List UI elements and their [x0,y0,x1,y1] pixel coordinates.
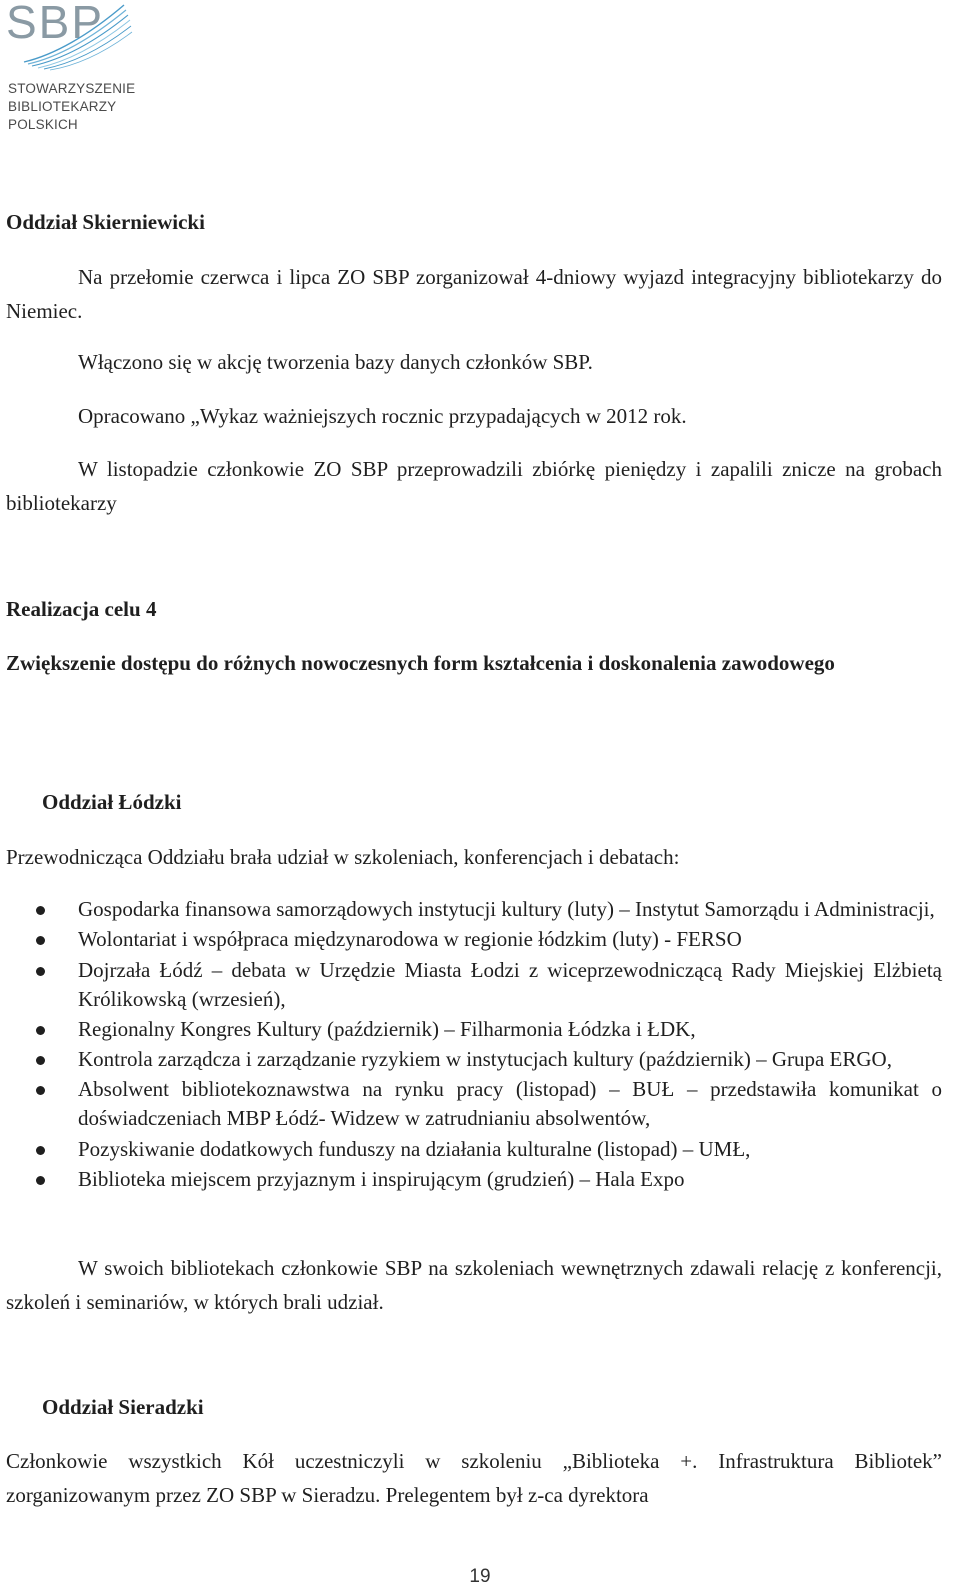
bullet-icon [36,1086,45,1095]
heading-oddzial-sieradzki: Oddział Sieradzki [42,1395,204,1419]
list-item: Wolontariat i współpraca międzynarodowa w regionie łódzkim (luty) - FERSO [6,925,942,954]
page-number: 19 [469,1566,491,1587]
bullet-icon [36,906,45,915]
logo-line-2: BIBLIOTEKARZY [8,99,117,114]
list-item: Regionalny Kongres Kultury (październik) – Filharmonia Łódzka i ŁDK, [6,1015,942,1044]
paragraph-szkolenie-biblioteka: Członkowie wszystkich Kół uczestniczyli w szkoleniu „Biblioteka +. Infrastruktura Bibliotek” zorganizowanym przez ZO SBP w Sieradzu. Prelegentem był z-ca dyrektora [6,1449,942,1507]
list-item: Kontrola zarządcza i zarządzanie ryzykiem w instytucjach kultury (październik) – Grupa ERGO, [6,1045,942,1074]
bullet-icon [36,936,45,945]
paragraph-relacje: W swoich bibliotekach członkowie SBP na szkoleniach wewnętrznych zdawali relację z konferencji, szkoleń i seminariów, w których brali udział. [6,1256,942,1314]
bullet-icon [36,1026,45,1035]
paragraph-przewodniczaca: Przewodnicząca Oddziału brała udział w szkoleniach, konferencjach i debatach: [6,845,680,869]
subheading-zwiekszenie-dostepu: Zwiększenie dostępu do różnych nowoczesnych form kształcenia i doskonalenia zawodowego [6,651,835,675]
paragraph-wykaz-rocznic: Opracowano „Wykaz ważniejszych rocznic przypadających w 2012 rok. [78,404,687,428]
list-item: Gospodarka finansowa samorządowych instytucji kultury (luty) – Instytut Samorządu i Administracji, [6,895,942,924]
paragraph-baza-danych: Włączono się w akcję tworzenia bazy danych członków SBP. [78,350,593,374]
bullet-icon [36,1176,45,1185]
sbp-logo-graphic [4,0,134,80]
paragraph-wyjazd: Na przełomie czerwca i lipca ZO SBP zorganizował 4-dniowy wyjazd integracyjny bibliotekarzy do Niemiec. [6,265,942,323]
bullet-icon [36,1056,45,1065]
list-item: Absolwent bibliotekoznawstwa na rynku pracy (listopad) – BUŁ – przedstawiła komunikat o doświadczeniach MBP Łódź- Widzew w zatrudnianiu absolwentów, [6,1075,942,1133]
list-item: Dojrzała Łódź – debata w Urzędzie Miasta Łodzi z wiceprzewodniczącą Rady Miejskiej Elżbietą Królikowską (wrzesień), [6,956,942,1014]
logo-line-1: STOWARZYSZENIE [8,81,136,96]
bullet-icon [36,1146,45,1155]
heading-oddzial-skierniewicki: Oddział Skierniewicki [6,210,205,234]
list-item: Biblioteka miejscem przyjaznym i inspirującym (grudzień) – Hala Expo [6,1165,942,1194]
bullet-icon [36,967,45,976]
event-list [6,895,942,1195]
logo-line-3: POLSKICH [8,117,78,132]
sbp-logo [4,0,134,140]
sbp-logo-initials: SBP [6,0,105,48]
heading-oddzial-lodzki: Oddział Łódzki [42,790,182,814]
paragraph-zbiorka: W listopadzie członkowie ZO SBP przeprowadzili zbiórkę pieniędzy i zapalili znicze na grobach bibliotekarzy [6,457,942,515]
heading-realizacja-celu: Realizacja celu 4 [6,597,157,621]
list-item: Pozyskiwanie dodatkowych funduszy na działania kulturalne (listopad) – UMŁ, [6,1135,942,1164]
